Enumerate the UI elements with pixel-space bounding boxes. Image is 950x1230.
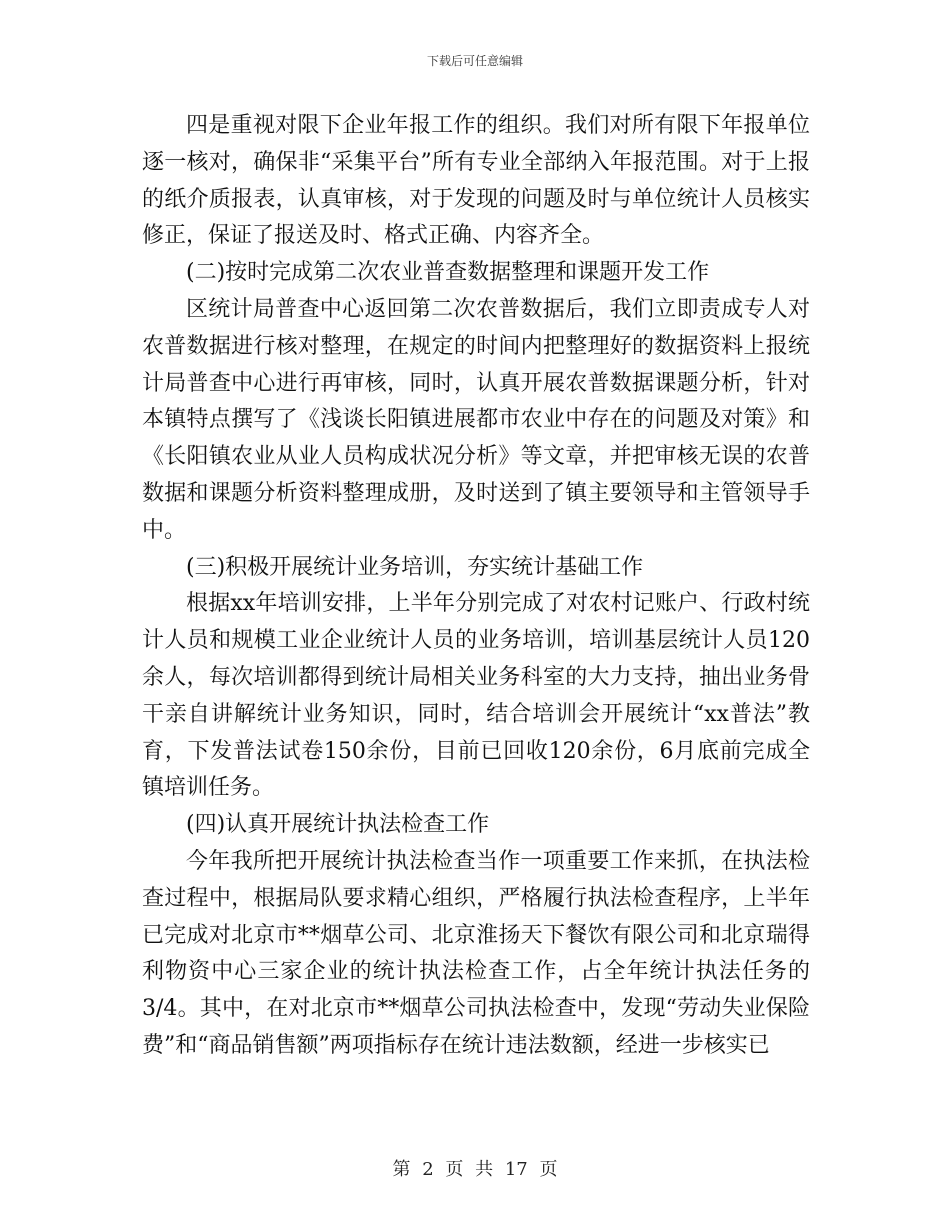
paragraph-training: 根据xx年培训安排，上半年分别完成了对农村记账户、行政村统计人员和规模工业企业统计人员的业务培训，培训基层统计人员120余人，每次培训都得到统计局相关业务科室的大力支持，抽出业务骨干亲自讲解统计业务知识，同时，结合培训会开展统计“xx普法”教育，下发普法试卷150余份，目前已回收120余份，6月底前完成全镇培训任务。: [142, 591, 810, 801]
section-heading-2: (二)按时完成第二次农业普查数据整理和课题开发工作: [186, 260, 710, 286]
paragraph-law-enforcement: 今年我所把开展统计执法检查当作一项重要工作来抓，在执法检查过程中，根据局队要求精心组织，严格履行执法检查程序，上半年已完成对北京市**烟草公司、北京淮扬天下餐饮有限公司和北京瑞得利物资中心三家企业的统计执法检查工作，占全年统计执法任务的3/4。其中，在对北京市**烟草公司执法检查中，发现“劳动失业保险费”和“商品销售额”两项指标存在统计违法数额，经进一步核实已: [142, 848, 810, 1058]
page-footer: 第 2 页 共 17 页: [392, 1159, 558, 1180]
section-heading-4: (四)认真开展统计执法检查工作: [186, 812, 490, 838]
document-body: [142, 108, 810, 1065]
page-header: 下载后可任意编辑: [426, 54, 523, 68]
section-heading-3: (三)积极开展统计业务培训，夯实统计基础工作: [186, 554, 644, 580]
paragraph-census-data: 区统计局普查中心返回第二次农普数据后，我们立即责成专人对农普数据进行核对整理，在规定的时间内把整理好的数据资料上报统计局普查中心进行再审核，同时，认真开展农普数据课题分析，针对本镇特点撰写了《浅谈长阳镇进展都市农业中存在的问题及对策》和《长阳镇农业从业人员构成状况分析》等文章，并把审核无误的农普数据和课题分析资料整理成册，及时送到了镇主要领导和主管领导手中。: [142, 296, 810, 543]
paragraph-annual-report: 四是重视对限下企业年报工作的组织。我们对所有限下年报单位逐一核对，确保非“采集平台”所有专业全部纳入年报范围。对于上报的纸介质报表，认真审核，对于发现的问题及时与单位统计人员核实修正，保证了报送及时、格式正确、内容齐全。: [142, 113, 810, 249]
